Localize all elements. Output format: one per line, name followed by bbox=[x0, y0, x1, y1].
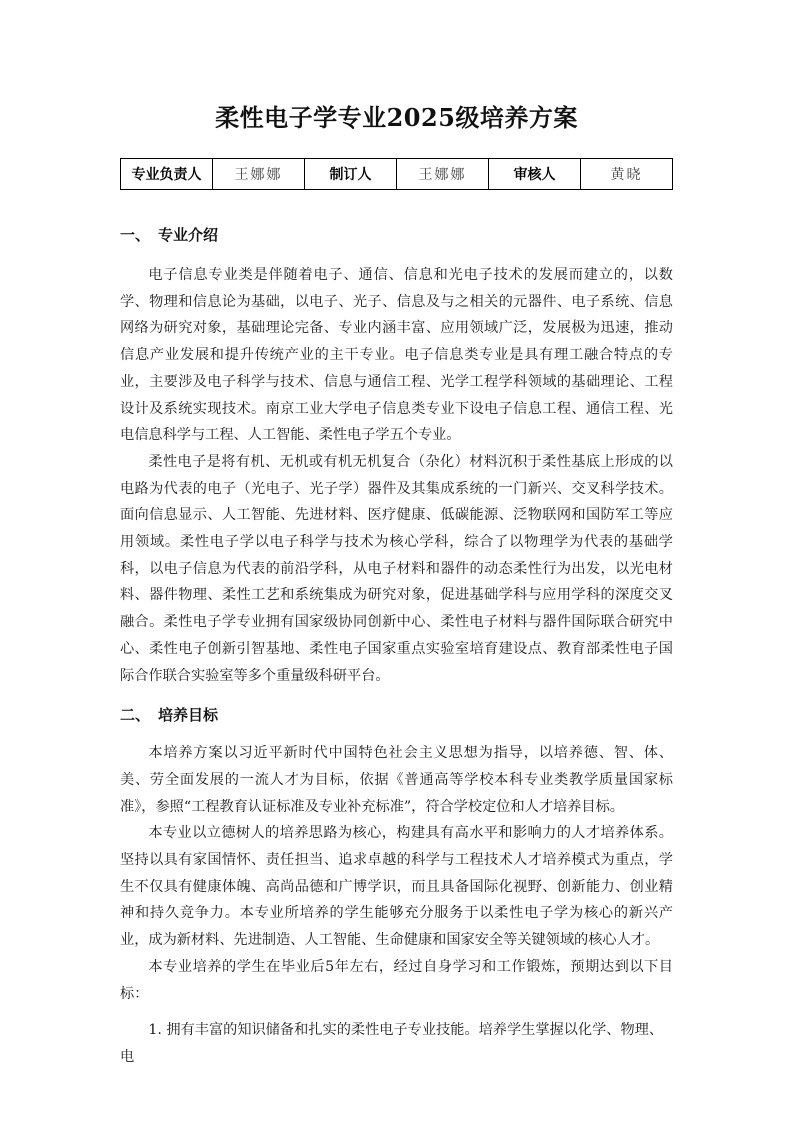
section-number: 二、 bbox=[120, 706, 151, 725]
reviewer-value: 黄晓 bbox=[581, 159, 673, 190]
intro-paragraph-1: 电子信息专业类是伴随着电子、通信、信息和光电子技术的发展而建立的，以数学、物理和信息论为基础，以电子、光子、信息及与之相关的元器件、电子系统、信息网络为研究对象，基础理论完备、专业内涵丰富、应用领域广泛，发展极为迅速，推动信息产业发展和提升传统产业的主干专业。电子信息类专业是具有理工融合特点的专业，主要涉及电子科学与技术、信息与通信工程、光学工程学科领域的基础理论、工程设计及系统实现技术。南京工业大学电子信息类专业下设电子信息工程、通信工程、光电信息科学与工程、人工智能、柔性电子学五个专业。 bbox=[120, 267, 673, 444]
section-title: 专业介绍 bbox=[158, 226, 219, 244]
goal-item-1: 1. 拥有丰富的知识储备和扎实的柔性电子专业技能。培养学生掌握以化学、物理、电 bbox=[120, 1022, 664, 1065]
section-number: 一、 bbox=[120, 226, 151, 244]
reviewer-label: 审核人 bbox=[489, 159, 581, 190]
section-heading-objectives bbox=[120, 702, 673, 728]
responsibility-table bbox=[120, 158, 673, 190]
author-label: 制订人 bbox=[305, 159, 397, 190]
document-body bbox=[120, 222, 673, 1071]
responsibility-row bbox=[121, 159, 673, 190]
major-head-label: 专业负责人 bbox=[121, 159, 213, 190]
author-value: 王娜娜 bbox=[397, 159, 489, 190]
objectives-paragraph-2: 本专业以立德树人的培养思路为核心，构建具有高水平和影响力的人才培养体系。坚持以具有家国情怀、责任担当、追求卓越的科学与工程技术人才培养模式为重点，学生不仅具有健康体魄、高尚品德和广博学识，而且具备国际化视野、创新能力、创业精神和持久竞争力。本专业所培养的学生能够充分服务于以柔性电子学为核心的新兴产业，成为新材料、先进制造、人工智能、生命健康和国家安全等关键领域的核心人才。 bbox=[120, 825, 673, 949]
section-title: 培养目标 bbox=[158, 706, 219, 725]
section-heading-intro bbox=[120, 222, 673, 248]
major-head-value: 王娜娜 bbox=[213, 159, 305, 190]
objectives-paragraph-3: 本专业培养的学生在毕业后5年左右，经过自身学习和工作锻炼，预期达到以下目标： bbox=[120, 958, 673, 1002]
objectives-paragraph-1: 本培养方案以习近平新时代中国特色社会主义思想为指导，以培养德、智、体、美、劳全面发展的一流人才为目标，依据《普通高等学校本科专业类教学质量国家标准》，参照“工程教育认证标准及专业补充标准”，符合学校定位和人才培养目标。 bbox=[120, 745, 673, 815]
document-title: 柔性电子学专业2025级培养方案 bbox=[215, 103, 578, 132]
intro-paragraph-2: 柔性电子是将有机、无机或有机无机复合（杂化）材料沉积于柔性基底上形成的以电路为代表的电子（光电子、光子学）器件及其集成系统的一门新兴、交叉科学技术。面向信息显示、人工智能、先进材料、医疗健康、低碳能源、泛物联网和国防军工等应用领域。柔性电子学以电子科学与技术为核心学科，综合了以物理学为代表的基础学科，以电子信息为代表的前沿学科，从电子材料和器件的动态柔性行为出发，以光电材料、器件物理、柔性工艺和系统集成为研究对象，促进基础学科与应用学科的深度交叉融合。柔性电子学专业拥有国家级协同创新中心、柔性电子材料与器件国际联合研究中心、柔性电子创新引智基地、柔性电子国家重点实验室培育建设点、教育部柔性电子国际合作联合实验室等多个重量级科研平台。 bbox=[120, 453, 673, 684]
